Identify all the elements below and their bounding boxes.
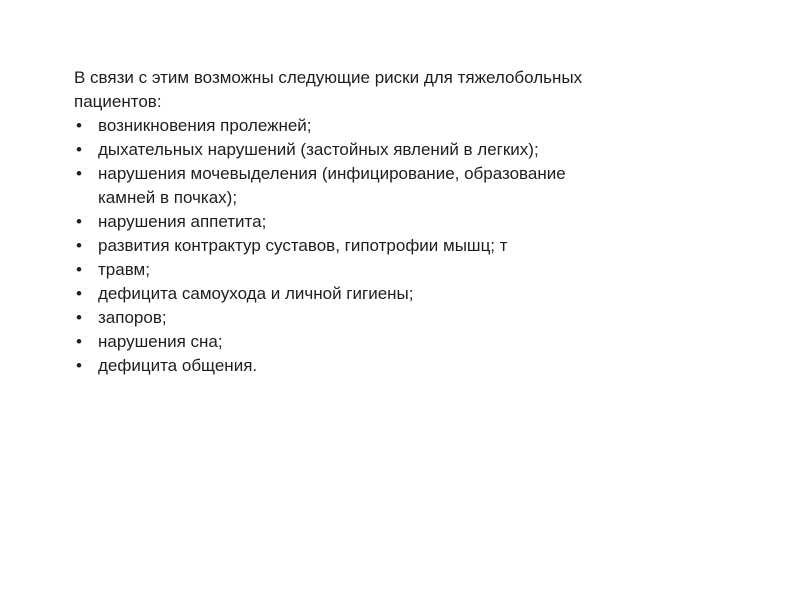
bullet-icon: • [76, 260, 82, 279]
intro-line-1: В связи с этим возможны следующие риски для тяжелобольных [74, 68, 583, 87]
list-item [74, 330, 714, 354]
list-item [74, 162, 714, 210]
bullet-icon: • [76, 164, 82, 183]
risk-text: дыхательных нарушений (застойных явлений в легких); [98, 140, 539, 159]
risk-text-continuation: камней в почках); [98, 188, 238, 207]
bullet-icon: • [76, 140, 82, 159]
list-item [74, 210, 714, 234]
risk-list [74, 114, 714, 378]
bullet-icon: • [76, 116, 82, 135]
risk-text: нарушения сна; [98, 332, 223, 351]
list-item [74, 234, 714, 258]
bullet-icon: • [76, 332, 82, 351]
intro-paragraph [74, 66, 714, 114]
risk-text: дефицита самоухода и личной гигиены; [98, 284, 414, 303]
risk-text: дефицита общения. [98, 356, 258, 375]
bullet-icon: • [76, 308, 82, 327]
text-block [74, 66, 714, 378]
risk-text: нарушения аппетита; [98, 212, 267, 231]
risk-text: развития контрактур суставов, гипотрофии мышц; т [98, 236, 508, 255]
list-item [74, 282, 714, 306]
list-item [74, 354, 714, 378]
list-item [74, 138, 714, 162]
list-item [74, 306, 714, 330]
bullet-icon: • [76, 212, 82, 231]
risk-text: травм; [98, 260, 150, 279]
risk-text: нарушения мочевыделения (инфицирование, образование [98, 164, 566, 183]
list-item [74, 114, 714, 138]
risk-text: запоров; [98, 308, 167, 327]
bullet-icon: • [76, 356, 82, 375]
risk-text: возникновения пролежней; [98, 116, 312, 135]
bullet-icon: • [76, 284, 82, 303]
bullet-icon: • [76, 236, 82, 255]
list-item [74, 258, 714, 282]
intro-line-2: пациентов: [74, 92, 162, 111]
